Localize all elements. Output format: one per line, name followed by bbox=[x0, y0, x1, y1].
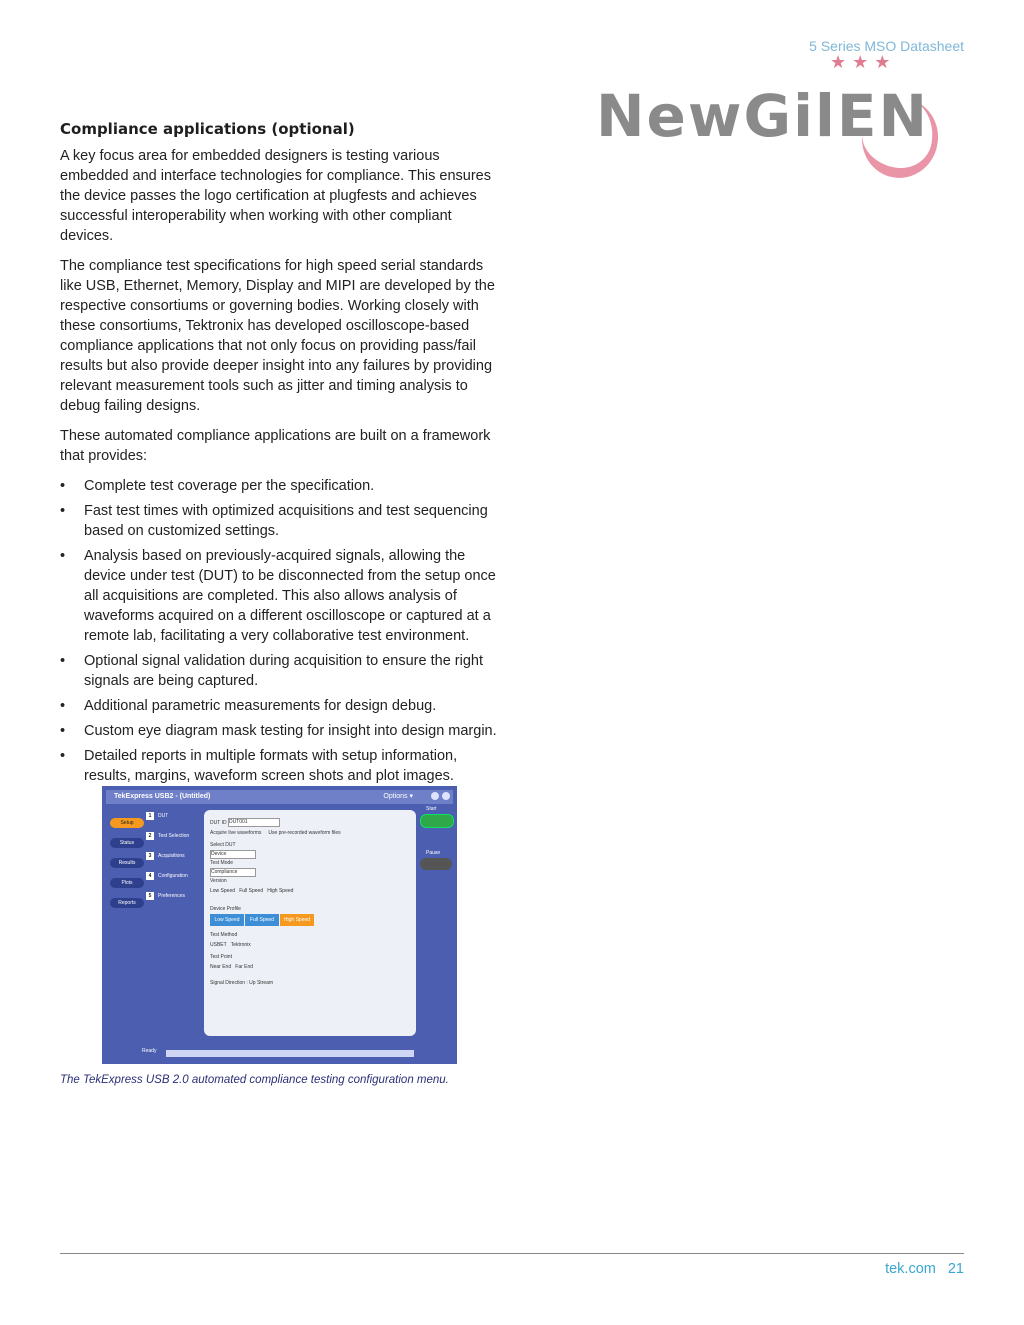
start-button bbox=[420, 814, 454, 828]
logo-text: NewGilEN bbox=[596, 82, 929, 150]
list-item: • Complete test coverage per the specification. bbox=[60, 476, 500, 496]
version-low-speed: Low Speed bbox=[210, 888, 236, 894]
tekexpress-screenshot bbox=[102, 786, 457, 1064]
paragraph-3: These automated compliance applications are built on a framework that provides: bbox=[60, 428, 491, 464]
step-item bbox=[146, 872, 204, 892]
nav-reports-button: Reports bbox=[110, 898, 144, 908]
step-item bbox=[146, 852, 204, 872]
test-point-label: Test Point bbox=[210, 954, 232, 960]
section-heading: Compliance applications (optional) bbox=[60, 120, 355, 138]
dut-id-value: DUT001 bbox=[228, 819, 248, 825]
status-text: Ready bbox=[142, 1048, 157, 1054]
version-high-speed: High Speed bbox=[267, 888, 294, 894]
dut-id-label: DUT ID bbox=[210, 819, 227, 826]
footer bbox=[760, 1261, 964, 1277]
document-title: 5 Series MSO Datasheet bbox=[809, 38, 964, 54]
minimize-icon bbox=[431, 792, 439, 800]
signal-direction: Signal Direction : Up Stream bbox=[210, 980, 274, 986]
test-method-options bbox=[210, 942, 251, 948]
step-label: Configuration bbox=[158, 873, 188, 879]
method-tektronix: Tektronix bbox=[230, 942, 251, 948]
window-title: TekExpress USB2 - (Untitled) bbox=[114, 793, 211, 800]
nav-status-button: Status bbox=[110, 838, 144, 848]
step-label: Preferences bbox=[158, 893, 185, 899]
step-number: 4 bbox=[146, 872, 154, 880]
source-radio-row bbox=[210, 830, 341, 836]
step-label: Test Selection bbox=[158, 833, 190, 839]
version-label: Version bbox=[210, 878, 227, 884]
newgilen-logo bbox=[592, 52, 937, 168]
step-item bbox=[146, 892, 204, 912]
test-mode-dropdown bbox=[210, 868, 256, 877]
stars-icon: ★★★ bbox=[830, 52, 897, 72]
dut-id-row bbox=[210, 818, 280, 827]
step-number: 2 bbox=[146, 832, 154, 840]
list-item: • Analysis based on previously-acquired signals, allowing the device under test (DUT) to be disconnected from the setup once all acquisitions are completed. This also allows analysis of waveforms acquired on a different oscilloscope or captured at a remote lab, facilitating a very collaborative test environment. bbox=[60, 546, 500, 646]
select-dut-value: Device bbox=[210, 850, 256, 859]
list-item: • Optional signal validation during acquisition to ensure the right signals are being captured. bbox=[60, 651, 500, 691]
step-list bbox=[146, 812, 204, 1037]
radio-prerecorded-label: Use pre-recorded waveform files bbox=[268, 830, 341, 836]
close-icon bbox=[442, 792, 450, 800]
list-item: • Additional parametric measurements for design debug. bbox=[60, 696, 500, 716]
nav-plots-button: Plots bbox=[110, 878, 144, 888]
start-label: Start bbox=[426, 806, 437, 812]
tab-high-speed: High Speed bbox=[280, 914, 314, 926]
footer-site-link[interactable]: tek.com bbox=[885, 1261, 936, 1277]
test-method-label: Test Method bbox=[210, 932, 238, 938]
nav-results-button: Results bbox=[110, 858, 144, 868]
select-dut-label: Select DUT bbox=[210, 842, 236, 848]
step-item bbox=[146, 812, 204, 832]
tab-low-speed: Low Speed bbox=[210, 914, 244, 926]
window-titlebar bbox=[106, 790, 453, 804]
step-label: DUT bbox=[158, 813, 169, 819]
status-bar bbox=[142, 1048, 458, 1060]
radio-live-label: Acquire live waveforms bbox=[210, 830, 262, 836]
profile-tabs bbox=[210, 914, 320, 926]
device-profile-label: Device Profile bbox=[210, 906, 241, 912]
test-mode-label: Test Mode bbox=[210, 860, 234, 866]
list-item: • Custom eye diagram mask testing for insight into design margin. bbox=[60, 721, 500, 741]
method-usbet: USBET bbox=[210, 942, 227, 948]
main-content bbox=[60, 120, 500, 791]
figure-caption: The TekExpress USB 2.0 automated compliance testing configuration menu. bbox=[60, 1074, 449, 1086]
left-nav bbox=[106, 808, 146, 1038]
point-near-end: Near End bbox=[210, 964, 232, 970]
page-number: 21 bbox=[947, 1261, 964, 1277]
test-point-options bbox=[210, 964, 253, 970]
options-menu: Options ▾ bbox=[383, 793, 413, 800]
version-full-speed: Full Speed bbox=[239, 888, 264, 894]
list-item: • Detailed reports in multiple formats with setup information, results, margins, waveform screen shots and plot images. bbox=[60, 746, 500, 786]
step-number: 3 bbox=[146, 852, 154, 860]
step-number: 1 bbox=[146, 812, 154, 820]
pause-button bbox=[420, 858, 452, 870]
feature-list bbox=[60, 476, 500, 786]
footer-divider bbox=[60, 1253, 964, 1254]
point-far-end: Far End bbox=[235, 964, 254, 970]
setup-panel bbox=[204, 810, 416, 1036]
dut-id-field bbox=[228, 818, 280, 827]
status-progress-bar bbox=[166, 1050, 414, 1057]
step-number: 5 bbox=[146, 892, 154, 900]
step-item bbox=[146, 832, 204, 852]
paragraph-2: The compliance test specifications for high speed serial standards like USB, Ethernet, Memory, Display and MIPI are developed by the respective consortiums or governing bodies. Working closely with these consortiums, Tektronix has developed oscilloscope-based compliance applications that not only focus on providing pass/fail results but also provide deeper insight into any failures by providing relevant measurement tools such as jitter and timing analysis to debug failing designs. bbox=[60, 258, 495, 414]
paragraph-1: A key focus area for embedded designers is testing various embedded and interface technologies for compliance. This ensures the device passes the logo certification at plugfests and achieves successful interoperability when working with other compliant devices. bbox=[60, 148, 491, 244]
test-mode-value: Compliance bbox=[210, 868, 256, 877]
version-checkboxes bbox=[210, 888, 293, 894]
pause-label: Pause bbox=[426, 850, 441, 856]
nav-setup-button: Setup bbox=[110, 818, 144, 828]
list-item: • Fast test times with optimized acquisitions and test sequencing based on customized settings. bbox=[60, 501, 500, 541]
tab-full-speed: Full Speed bbox=[245, 914, 279, 926]
step-label: Acquisitions bbox=[158, 853, 185, 859]
select-dut-dropdown bbox=[210, 850, 256, 859]
